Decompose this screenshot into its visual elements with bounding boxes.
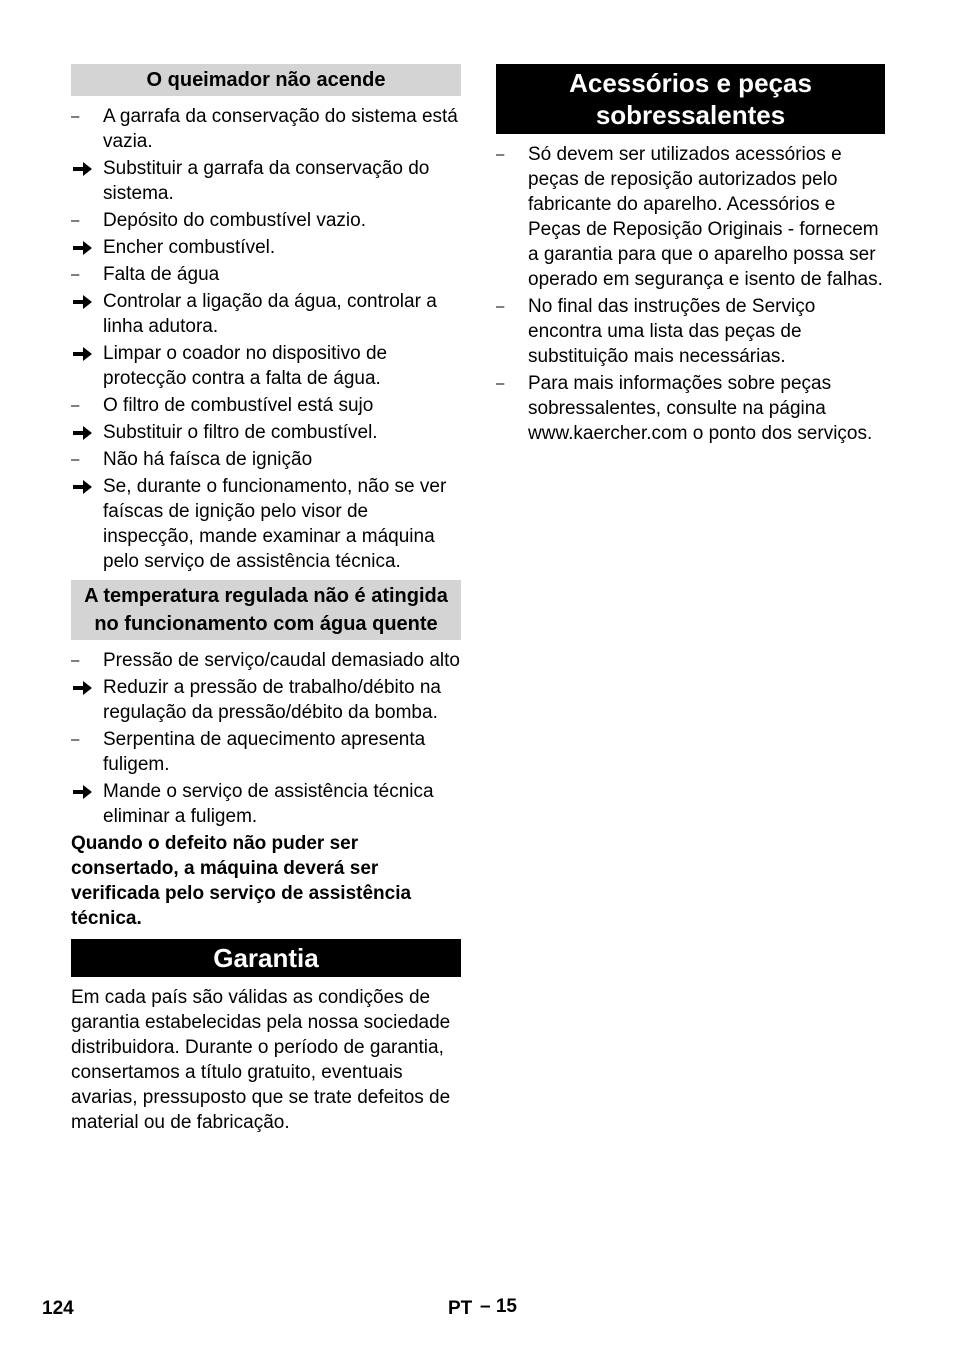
- list-item: [71, 289, 461, 339]
- warranty-text: Em cada país são válidas as condições de garantia estabelecidas pela nossa sociedade distribuidora. Durante o período de garantia, consertamos a título gratuito, eventuais avarias, pressuposto que se trate defeitos de material ou de fabricação.: [71, 987, 451, 1133]
- repair-note: Quando o defeito não puder ser consertado, a máquina deverá ser verificada pelo serviço de assistência técnica.: [71, 833, 412, 929]
- heading-burner: O queimador não acende: [71, 64, 461, 96]
- list-item-text: Encher combustível.: [103, 237, 276, 258]
- list-item-text: Falta de água: [103, 264, 220, 285]
- list-item-text: Mande o serviço de assistência técnica eliminar a fuligem.: [103, 781, 434, 827]
- dash-marker: –: [71, 397, 80, 414]
- language-code: PT: [448, 1298, 473, 1319]
- list-item-text: No final das instruções de Serviço encontra uma lista das peças de substituição mais necessárias.: [528, 296, 816, 367]
- list-item: [71, 235, 461, 260]
- dash-marker: –: [71, 266, 80, 283]
- list-item: [71, 727, 461, 777]
- list-item-text: O filtro de combustível está sujo: [103, 395, 374, 416]
- dash-marker: –: [496, 298, 505, 315]
- right-column: [496, 64, 885, 448]
- accessories-list: [496, 142, 885, 446]
- dash-marker: –: [71, 108, 80, 125]
- list-item-text: A garrafa da conservação do sistema está vazia.: [103, 106, 458, 152]
- list-item: [71, 156, 461, 206]
- list-item: [71, 474, 461, 574]
- dash-marker: –: [71, 451, 80, 468]
- temperature-list: [71, 648, 461, 829]
- list-item: [71, 262, 461, 287]
- dash-marker: –: [496, 146, 505, 163]
- list-item-text: Para mais informações sobre peças sobressalentes, consulte na página www.kaercher.com o ponto dos serviços.: [528, 373, 873, 444]
- list-item: [71, 420, 461, 445]
- list-item: [71, 393, 461, 418]
- list-item-text: Reduzir a pressão de trabalho/débito na regulação da pressão/débito da bomba.: [103, 677, 442, 723]
- list-item: [71, 341, 461, 391]
- list-item: [496, 371, 885, 446]
- list-item-text: Serpentina de aquecimento apresenta fuligem.: [103, 729, 426, 775]
- dash-marker: –: [71, 652, 80, 669]
- list-item-text: Pressão de serviço/caudal demasiado alto: [103, 650, 460, 671]
- list-item-text: Substituir o filtro de combustível.: [103, 422, 378, 443]
- heading-temperature: A temperatura regulada não é atingida no funcionamento com água quente: [71, 580, 461, 640]
- dash-marker: –: [71, 212, 80, 229]
- list-item: [71, 675, 461, 725]
- dash-marker: –: [71, 731, 80, 748]
- list-item: [71, 104, 461, 154]
- page-number: 124: [42, 1298, 74, 1319]
- list-item-text: Só devem ser utilizados acessórios e peças de reposição autorizados pelo fabricante do aparelho. Acessórios e Peças de Reposição Originais - fornecem a garantia para que o aparelho possa ser operado em segurança e isento de falhas.: [528, 144, 883, 290]
- list-item-text: Se, durante o funcionamento, não se ver faíscas de ignição pelo visor de inspecção, mande examinar a máquina pelo serviço de assistência técnica.: [103, 476, 447, 572]
- list-item-text: Controlar a ligação da água, controlar a linha adutora.: [103, 291, 437, 337]
- list-item: [71, 208, 461, 233]
- list-item: [496, 294, 885, 369]
- list-item: [71, 447, 461, 472]
- burner-list: [71, 104, 461, 574]
- list-item-text: Limpar o coador no dispositivo de protecção contra a falta de água.: [103, 343, 388, 389]
- list-item: [71, 779, 461, 829]
- heading-warranty: Garantia: [71, 939, 461, 977]
- list-item: [71, 648, 461, 673]
- left-column: [71, 64, 461, 1135]
- list-item: [496, 142, 885, 292]
- list-item-text: Depósito do combustível vazio.: [103, 210, 366, 231]
- dash-marker: –: [496, 375, 505, 392]
- heading-accessories: Acessórios e peças sobressalentes: [496, 64, 885, 134]
- list-item-text: Não há faísca de ignição: [103, 449, 313, 470]
- list-item-text: Substituir a garrafa da conservação do sistema.: [103, 158, 430, 204]
- section-page-number: – 15: [480, 1296, 517, 1317]
